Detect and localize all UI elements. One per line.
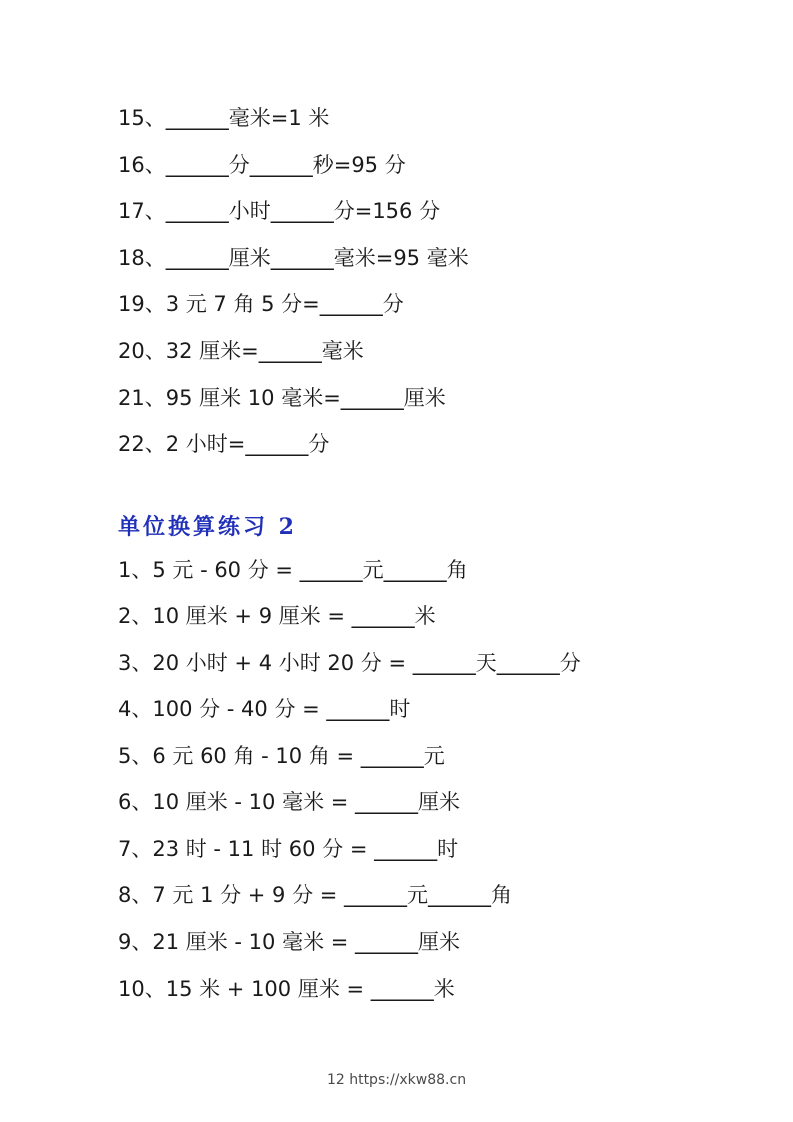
exercise-6: 6、10 厘米 - 10 毫米 = ______厘米	[118, 790, 461, 814]
question-19: 19、3 元 7 角 5 分=______分	[118, 292, 404, 316]
exercise-4: 4、100 分 - 40 分 = ______时	[118, 697, 411, 721]
page-footer: 12 https://xkw88.cn	[326, 1072, 467, 1088]
section-title: 单位换算练习 2	[118, 514, 297, 540]
exercise-9: 9、21 厘米 - 10 毫米 = ______厘米	[118, 930, 461, 954]
exercise-1: 1、5 元 - 60 分 = ______元______角	[118, 558, 468, 582]
exercise-8: 8、7 元 1 分 + 9 分 = ______元______角	[118, 883, 513, 907]
exercise-5: 5、6 元 60 角 - 10 角 = ______元	[118, 744, 445, 768]
exercise-3: 3、20 小时 + 4 小时 20 分 = ______天______分	[118, 651, 581, 675]
question-17: 17、______小时______分=156 分	[118, 199, 441, 223]
exercise-7: 7、23 时 - 11 时 60 分 = ______时	[118, 837, 459, 861]
question-18: 18、______厘米______毫米=95 毫米	[118, 246, 469, 270]
exercise-2: 2、10 厘米 + 9 厘米 = ______米	[118, 604, 436, 628]
question-16: 16、______分______秒=95 分	[118, 153, 406, 177]
question-22: 22、2 小时=______分	[118, 432, 330, 456]
question-21: 21、95 厘米 10 毫米=______厘米	[118, 386, 446, 410]
question-20: 20、32 厘米=______毫米	[118, 339, 364, 363]
exercise-10: 10、15 米 + 100 厘米 = ______米	[118, 977, 455, 1001]
question-15: 15、______毫米=1 米	[118, 106, 330, 130]
